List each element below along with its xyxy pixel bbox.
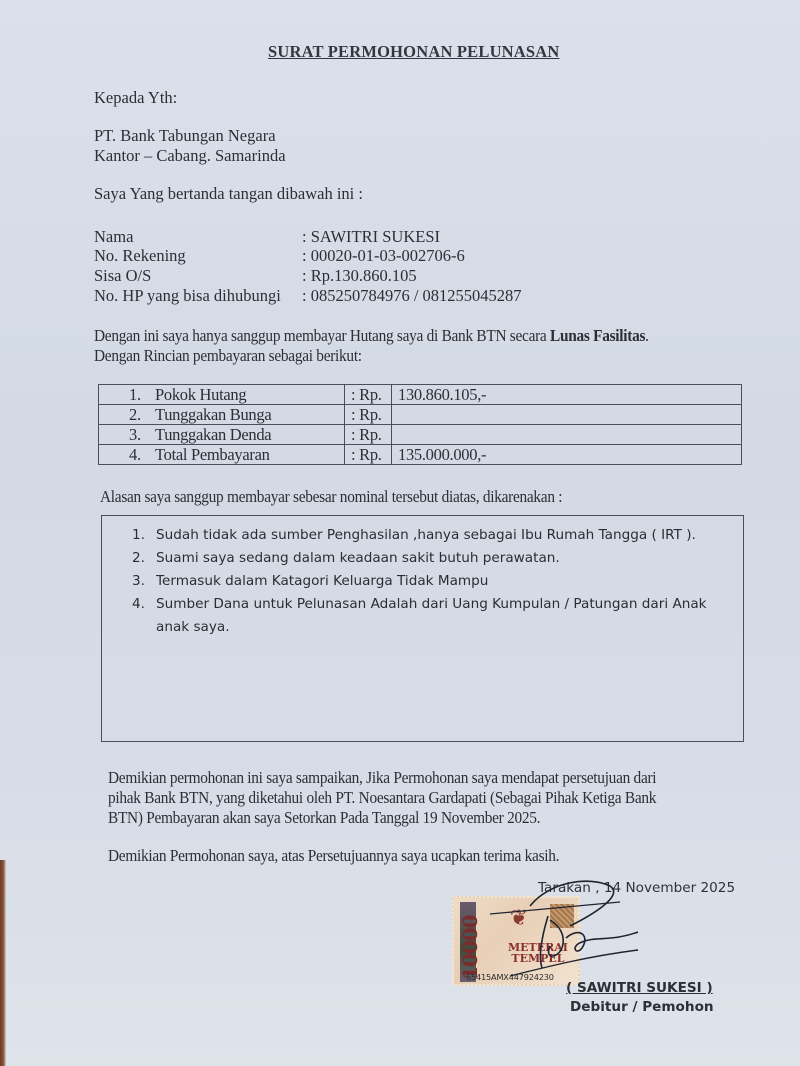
reason-text: Sudah tidak ada sumber Penghasilan ,hanya sebagai Ibu Rumah Tangga ( IRT ).	[156, 527, 696, 543]
signatory-role: Debitur / Pemohon	[570, 999, 714, 1015]
reason-number: 3.	[132, 573, 145, 589]
table-row	[99, 405, 742, 425]
info-label: No. HP yang bisa dihubungi	[94, 286, 281, 305]
statement-line-1	[94, 326, 649, 346]
item-cell	[99, 425, 345, 445]
closing-thanks: Demikian Permohonan saya, atas Persetujuannya saya ucapkan terima kasih.	[108, 846, 560, 865]
closing-line-1: Demikian permohonan ini saya sampaikan, Jika Permohonan saya mendapat persetujuan dari	[108, 768, 657, 787]
statement-period: .	[645, 326, 649, 345]
recipient-name: PT. Bank Tabungan Negara	[94, 126, 276, 145]
item-number: 1.	[129, 385, 141, 404]
stamp-label-line2: TEMPEL	[511, 952, 565, 965]
reasons-list	[132, 524, 742, 639]
payment-table	[98, 384, 742, 465]
info-row-name	[94, 227, 440, 247]
table-row	[99, 385, 742, 405]
amount-cell	[392, 425, 742, 445]
recipient-office: Kantor – Cabang. Samarinda	[94, 146, 286, 165]
document-title: SURAT PERMOHONAN PELUNASAN	[268, 42, 560, 61]
currency-cell: : Rp.	[345, 405, 392, 425]
item-number: 2.	[129, 405, 141, 424]
statement-line-2: Dengan Rincian pembayaran sebagai berikut:	[94, 346, 362, 365]
info-label: No. Rekening	[94, 246, 186, 265]
place-date: Tarakan , 14 November 2025	[538, 880, 736, 896]
stamp-serial: 65415AMX447924230	[466, 972, 554, 982]
amount-cell: 130.860.105,-	[392, 385, 742, 405]
info-value: : 00020-01-03-002706-6	[302, 246, 465, 265]
statement-bold: Lunas Fasilitas	[550, 326, 646, 345]
currency-cell: : Rp.	[345, 385, 392, 405]
table-row	[99, 445, 742, 465]
currency-cell: : Rp.	[345, 425, 392, 445]
info-row-account	[94, 246, 465, 266]
garuda-emblem-icon: ❦	[509, 905, 529, 930]
item-label: Tunggakan Denda	[155, 425, 272, 444]
reason-number: 2.	[132, 550, 145, 566]
item-label: Total Pembayaran	[155, 445, 270, 464]
reason-text: Termasuk dalam Katagori Keluarga Tidak Mampu	[156, 573, 489, 589]
amount-cell	[392, 405, 742, 425]
table-row	[99, 425, 742, 445]
statement-text: Dengan ini saya hanya sanggup membayar Hutang saya di Bank BTN secara	[94, 326, 551, 345]
reason-number: 1.	[132, 527, 145, 543]
info-value: : Rp.130.860.105	[302, 266, 417, 285]
reason-text: Sumber Dana untuk Pelunasan Adalah dari Uang Kumpulan / Patungan dari Anak anak saya.	[156, 596, 707, 635]
item-cell	[99, 405, 345, 425]
reason-number: 4.	[132, 596, 145, 612]
currency-cell: : Rp.	[345, 445, 392, 465]
amount-cell: 135.000.000,-	[392, 445, 742, 465]
closing-line-2: pihak Bank BTN, yang diketahui oleh PT. Noesantara Gardapati (Sebagai Pihak Ketiga Bank	[108, 788, 657, 807]
reasons-intro: Alasan saya sanggup membayar sebesar nominal tersebut diatas, dikarenakan :	[100, 487, 563, 506]
info-value: : 085250784976 / 081255045287	[302, 286, 522, 305]
background-edge	[0, 860, 6, 1066]
intro-text: Saya Yang bertanda tangan dibawah ini :	[94, 184, 363, 203]
salutation: Kepada Yth:	[94, 88, 178, 107]
stamp-label-line1: METERAI	[508, 941, 568, 954]
item-number: 3.	[129, 425, 141, 444]
closing-line-3: BTN) Pembayaran akan saya Setorkan Pada Tanggal 19 November 2025.	[108, 808, 541, 827]
list-item	[132, 570, 742, 593]
signatory-name: ( SAWITRI SUKESI )	[566, 980, 713, 996]
item-label: Pokok Hutang	[155, 385, 247, 404]
item-cell	[99, 385, 345, 405]
stamp-denomination: 10000	[458, 915, 482, 980]
info-label: Nama	[94, 227, 134, 246]
item-cell	[99, 445, 345, 465]
reason-text: Suami saya sedang dalam keadaan sakit butuh perawatan.	[156, 550, 560, 566]
handwritten-signature-icon	[470, 876, 670, 986]
list-item	[132, 524, 742, 547]
item-number: 4.	[129, 445, 141, 464]
info-row-phone	[94, 286, 522, 306]
list-item	[132, 593, 742, 639]
list-item	[132, 547, 742, 570]
info-value: : SAWITRI SUKESI	[302, 227, 441, 246]
info-label: Sisa O/S	[94, 266, 152, 285]
item-label: Tunggakan Bunga	[155, 405, 272, 424]
info-row-outstanding	[94, 266, 417, 286]
reasons-box	[101, 515, 744, 742]
